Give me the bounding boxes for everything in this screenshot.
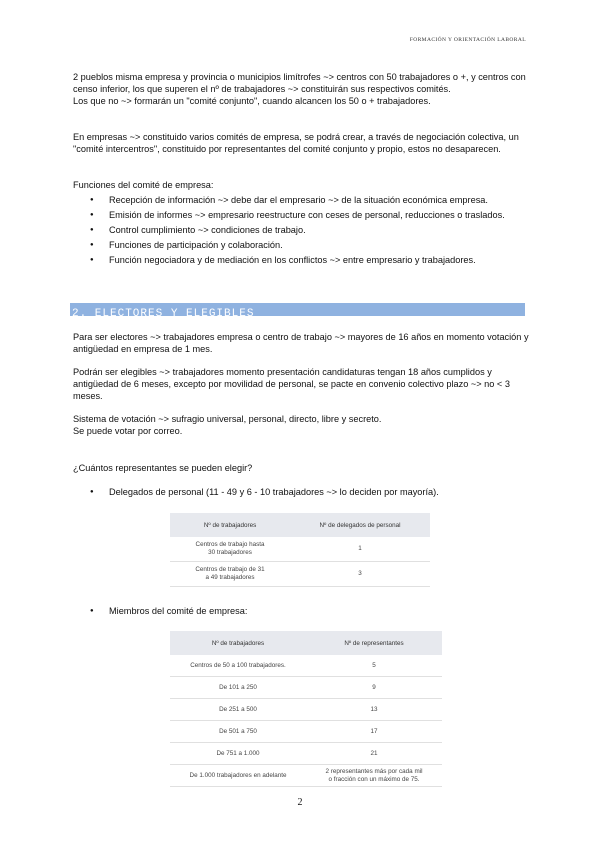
delegados-table [170, 513, 430, 587]
text-line: "comité intercentros", constituido por representantes del comité conjunto y propio, estos no desaparecen. [73, 144, 501, 154]
table-cell: Centros de 50 a 100 trabajadores. [170, 655, 306, 677]
table-row [170, 562, 430, 587]
cell-text: a 49 trabajadores [205, 574, 255, 581]
text-line: antigüedad de 6 meses, excepto por movilidad de personal, se pacte en convenio colectivo plazo ~> no < 3 [73, 379, 510, 389]
paragraph-electores [73, 331, 529, 355]
paragraph-centros [73, 71, 526, 107]
table-cell: 17 [306, 721, 442, 743]
question-text: ¿Cuántos representantes se pueden elegir? [73, 463, 253, 473]
table-row [170, 677, 442, 699]
text-line: censo inferior, los que superen el nº de trabajadores ~> constituirán sus respectivos comités. [73, 84, 451, 94]
list-item: ● Funciones de participación y colaboración. [73, 239, 505, 251]
table-cell [170, 537, 290, 562]
table-cell: De 101 a 250 [170, 677, 306, 699]
table-cell: 5 [306, 655, 442, 677]
list-item: ● Recepción de información ~> debe dar el empresario ~> de la situación económica empresa. [73, 194, 505, 206]
delegados-bullet [73, 486, 439, 501]
table-cell: De 1.000 trabajadores en adelante [170, 765, 306, 787]
table-cell: 9 [306, 677, 442, 699]
list-item: ● Emisión de informes ~> empresario reestructure con ceses de personal, reducciones o traslados. [73, 209, 505, 221]
table-cell: 13 [306, 699, 442, 721]
table-header: Nº de trabajadores [170, 513, 290, 537]
paragraph-elegibles [73, 366, 510, 402]
list-item: ● Miembros del comité de empresa: [73, 605, 247, 617]
text-line: Se puede votar por correo. [73, 426, 183, 436]
table-row [170, 721, 442, 743]
page-number: 2 [297, 797, 303, 808]
list-item: ● Delegados de personal (11 - 49 y 6 - 10 trabajadores ~> lo deciden por mayoría). [73, 486, 439, 498]
table-cell: De 251 a 500 [170, 699, 306, 721]
text-line: Podrán ser elegibles ~> trabajadores momento presentación candidaturas tengan 18 años cumplidos y [73, 367, 492, 377]
list-item: ● Función negociadora y de mediación en los conflictos ~> entre empresario y trabajadores. [73, 254, 505, 266]
list-item: ● Control cumplimiento ~> condiciones de trabajo. [73, 224, 505, 236]
section-heading [70, 303, 525, 320]
table-row [170, 655, 442, 677]
table-header: Nº de representantes [306, 631, 442, 655]
table-header: Nº de trabajadores [170, 631, 306, 655]
funciones-list [73, 194, 505, 266]
text-line: Sistema de votación ~> sufragio universal, personal, directo, libre y secreto. [73, 414, 382, 424]
funciones-block [73, 179, 505, 269]
table-cell: 1 [290, 537, 430, 562]
table-cell: 21 [306, 743, 442, 765]
table-header: Nº de delegados de personal [290, 513, 430, 537]
text-line: antigüedad en empresa de 1 mes. [73, 344, 213, 354]
table-cell [170, 562, 290, 587]
paragraph-intercentros [73, 131, 519, 155]
text-line: En empresas ~> constituido varios comités de empresa, se podrá crear, a través de negociación colectiva, un [73, 132, 519, 142]
paragraph-votacion [73, 413, 381, 437]
table-row [170, 699, 442, 721]
funciones-title: Funciones del comité de empresa: [73, 180, 214, 190]
table-cell: De 501 a 750 [170, 721, 306, 743]
text-line: 2 pueblos misma empresa y provincia o municipios limítrofes ~> centros con 50 trabajadores o +, y centros con [73, 72, 526, 82]
miembros-bullet [73, 605, 247, 620]
table-row [170, 765, 442, 787]
text-line: Los que no ~> formarán un "comité conjunto", cuando alcancen los 50 o + trabajadores. [73, 96, 431, 106]
table-cell: De 751 a 1.000 [170, 743, 306, 765]
cell-text: o fracción con un máximo de 75. [328, 775, 420, 783]
text-line: Para ser electores ~> trabajadores empresa o centro de trabajo ~> mayores de 16 años en momento votación y [73, 332, 529, 342]
table-cell: 3 [290, 562, 430, 587]
table-cell [306, 765, 442, 787]
cell-text: Centros de trabajo hasta [195, 541, 265, 548]
text-line: meses. [73, 391, 103, 401]
cell-text: Centros de trabajo de 31 [195, 566, 265, 573]
cell-text: 2 representantes más por cada mil [325, 767, 423, 775]
table-row [170, 743, 442, 765]
miembros-table [170, 631, 442, 787]
section-title: 2. ELECTORES Y ELEGIBLES [72, 308, 255, 320]
question-heading [73, 462, 252, 474]
cell-text: 30 trabajadores [208, 549, 252, 556]
running-header: FORMACIÓN Y ORIENTACIÓN LABORAL [409, 37, 526, 43]
table-row [170, 537, 430, 562]
